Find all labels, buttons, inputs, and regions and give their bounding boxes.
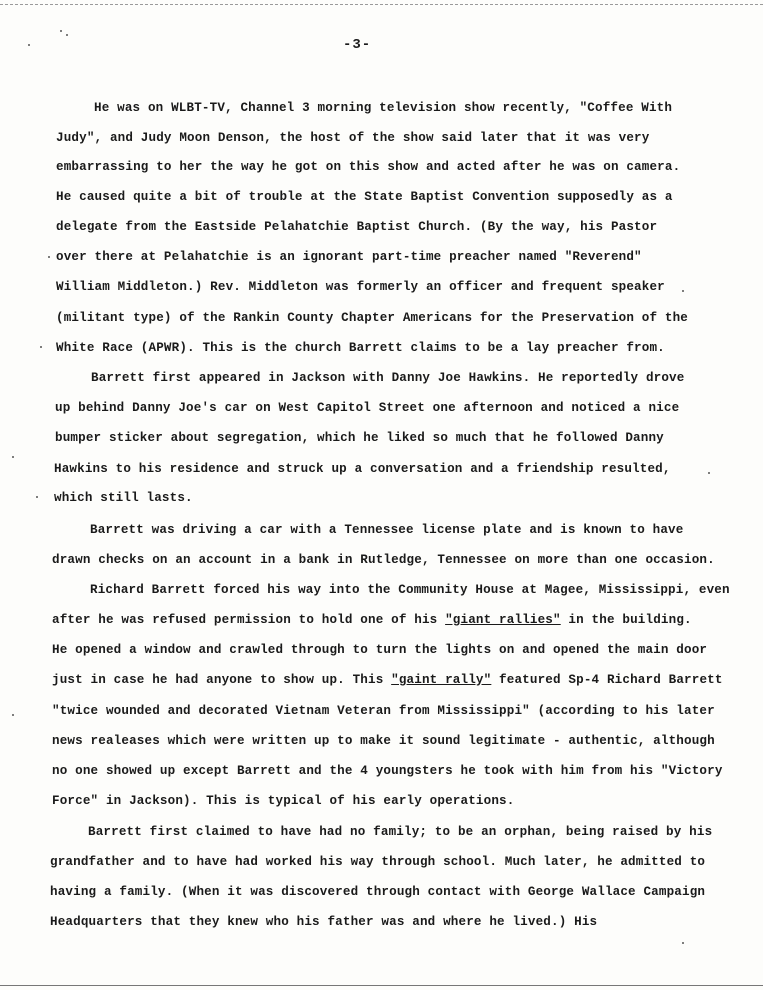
text-line: Headquarters that they knew who his father was and where he lived.) His bbox=[50, 915, 598, 929]
text-line: up behind Danny Joe's car on West Capitol Street one afternoon and noticed a nice bbox=[55, 401, 680, 415]
scan-speck bbox=[28, 44, 30, 46]
text-line bbox=[52, 672, 723, 688]
text-line: Richard Barrett forced his way into the Community House at Magee, Mississippi, even bbox=[90, 583, 730, 597]
text-line: bumper sticker about segregation, which he liked so much that he followed Danny bbox=[55, 431, 664, 445]
underlined-phrase: "gaint rally" bbox=[391, 673, 492, 687]
text-line: delegate from the Eastside Pelahatchie Baptist Church. (By the way, his Pastor bbox=[56, 220, 658, 234]
text-segment: featured Sp-4 Richard Barrett bbox=[491, 673, 723, 687]
text-line: William Middleton.) Rev. Middleton was formerly an officer and frequent speaker bbox=[56, 280, 665, 294]
text-line: Hawkins to his residence and struck up a conversation and a friendship resulted, bbox=[54, 462, 671, 476]
scan-speck bbox=[36, 496, 38, 498]
text-line bbox=[52, 612, 692, 628]
scan-speck bbox=[12, 714, 14, 716]
text-line: Force" in Jackson). This is typical of his early operations. bbox=[52, 794, 515, 808]
text-line: He opened a window and crawled through to turn the lights on and opened the main door bbox=[52, 643, 708, 657]
top-edge-rule bbox=[0, 4, 763, 5]
text-line: (militant type) of the Rankin County Chapter Americans for the Preservation of the bbox=[56, 311, 689, 325]
scan-speck bbox=[60, 30, 62, 32]
bottom-edge-rule bbox=[0, 985, 763, 986]
text-line: which still lasts. bbox=[54, 491, 193, 505]
scan-speck bbox=[40, 346, 42, 348]
text-line: drawn checks on an account in a bank in Rutledge, Tennessee on more than one occasion. bbox=[52, 553, 715, 567]
scan-speck bbox=[708, 472, 710, 474]
text-line: He was on WLBT-TV, Channel 3 morning television show recently, "Coffee With bbox=[94, 101, 673, 115]
text-line: Barrett first appeared in Jackson with Danny Joe Hawkins. He reportedly drove bbox=[91, 371, 685, 385]
text-line: Judy", and Judy Moon Denson, the host of the show said later that it was very bbox=[56, 131, 650, 145]
scan-speck bbox=[66, 34, 68, 36]
text-segment: just in case he had anyone to show up. This bbox=[52, 673, 392, 687]
text-segment: in the building. bbox=[560, 613, 692, 627]
text-line: over there at Pelahatchie is an ignorant part-time preacher named "Reverend" bbox=[56, 250, 642, 264]
text-line: "twice wounded and decorated Vietnam Veteran from Mississippi" (according to his later bbox=[52, 704, 715, 718]
text-line: White Race (APWR). This is the church Barrett claims to be a lay preacher from. bbox=[56, 341, 665, 355]
text-line: no one showed up except Barrett and the 4 youngsters he took with him from his "Victory bbox=[52, 764, 723, 778]
text-segment: after he was refused permission to hold one of his bbox=[52, 613, 446, 627]
page-number: -3- bbox=[343, 37, 372, 53]
text-line: Barrett first claimed to have had no family; to be an orphan, being raised by his bbox=[88, 825, 713, 839]
underlined-phrase: "giant rallies" bbox=[445, 613, 561, 627]
text-line: news realeases which were written up to make it sound legitimate - authentic, although bbox=[52, 734, 715, 748]
text-line: Barrett was driving a car with a Tennessee license plate and is known to have bbox=[90, 523, 684, 537]
text-line: He caused quite a bit of trouble at the State Baptist Convention supposedly as a bbox=[56, 190, 673, 204]
scan-speck bbox=[682, 290, 684, 292]
text-line: grandfather and to have had worked his way through school. Much later, he admitted to bbox=[50, 855, 706, 869]
scan-speck bbox=[12, 456, 14, 458]
scan-speck bbox=[682, 942, 684, 944]
scan-speck bbox=[48, 256, 50, 258]
text-line: embarrassing to her the way he got on this show and acted after he was on camera. bbox=[56, 160, 681, 174]
text-line: having a family. (When it was discovered through contact with George Wallace Campaign bbox=[50, 885, 706, 899]
